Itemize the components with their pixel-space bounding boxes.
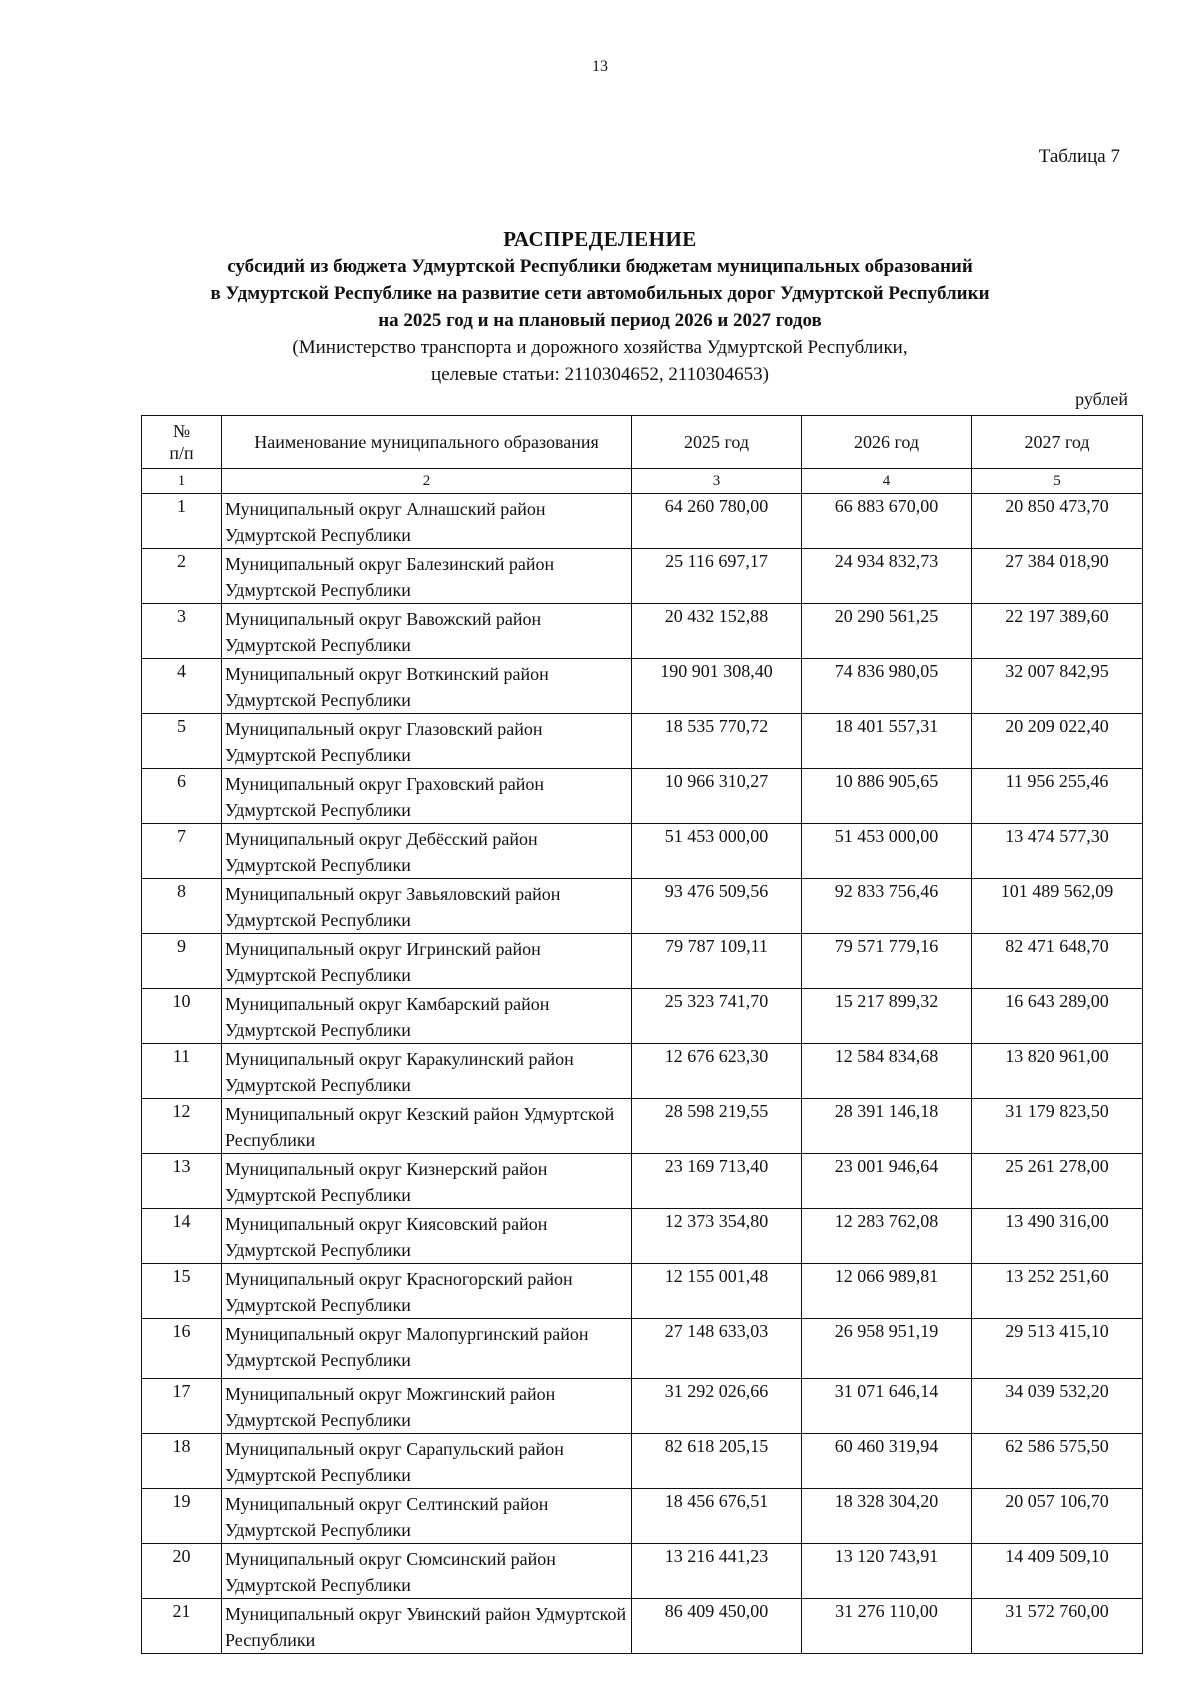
row-value-2027: 14 409 509,10 bbox=[972, 1544, 1143, 1599]
row-name: Муниципальный округ Воткинский район Удмуртской Республики bbox=[222, 659, 632, 714]
row-name: Муниципальный округ Дебёсский район Удмуртской Республики bbox=[222, 824, 632, 879]
document-heading bbox=[0, 226, 1200, 388]
table-row bbox=[142, 1379, 1143, 1434]
heading-title: РАСПРЕДЕЛЕНИЕ bbox=[503, 227, 697, 251]
table-label: Таблица 7 bbox=[1038, 146, 1120, 167]
row-index: 4 bbox=[142, 659, 222, 714]
heading-line-3: на 2025 год и на плановый период 2026 и 2027 годов bbox=[378, 310, 822, 331]
row-index: 17 bbox=[142, 1379, 222, 1434]
table-row bbox=[142, 1544, 1143, 1599]
row-index: 11 bbox=[142, 1044, 222, 1099]
row-value-2025: 18 535 770,72 bbox=[632, 714, 802, 769]
row-value-2025: 27 148 633,03 bbox=[632, 1319, 802, 1379]
row-value-2025: 12 155 001,48 bbox=[632, 1264, 802, 1319]
row-value-2026: 60 460 319,94 bbox=[802, 1434, 972, 1489]
page-number: 13 bbox=[592, 58, 608, 75]
row-value-2027: 16 643 289,00 bbox=[972, 989, 1143, 1044]
table-row bbox=[142, 769, 1143, 824]
row-value-2027: 31 179 823,50 bbox=[972, 1099, 1143, 1154]
row-name: Муниципальный округ Завьяловский район Удмуртской Республики bbox=[222, 879, 632, 934]
row-value-2027: 101 489 562,09 bbox=[972, 879, 1143, 934]
row-name: Муниципальный округ Кизнерский район Удмуртской Республики bbox=[222, 1154, 632, 1209]
units-label: рублей bbox=[1075, 389, 1128, 409]
row-value-2026: 31 071 646,14 bbox=[802, 1379, 972, 1434]
table-row bbox=[142, 549, 1143, 604]
row-value-2025: 31 292 026,66 bbox=[632, 1379, 802, 1434]
row-value-2025: 25 323 741,70 bbox=[632, 989, 802, 1044]
column-number: 1 bbox=[142, 469, 222, 494]
table-header-row bbox=[142, 416, 1143, 469]
row-value-2026: 24 934 832,73 bbox=[802, 549, 972, 604]
row-value-2027: 13 820 961,00 bbox=[972, 1044, 1143, 1099]
row-value-2025: 23 169 713,40 bbox=[632, 1154, 802, 1209]
row-name: Муниципальный округ Каракулинский район Удмуртской Республики bbox=[222, 1044, 632, 1099]
column-number: 2 bbox=[222, 469, 632, 494]
column-number: 4 bbox=[802, 469, 972, 494]
row-name: Муниципальный округ Граховский район Удмуртской Республики bbox=[222, 769, 632, 824]
row-name: Муниципальный округ Камбарский район Удмуртской Республики bbox=[222, 989, 632, 1044]
table-row bbox=[142, 879, 1143, 934]
row-value-2025: 18 456 676,51 bbox=[632, 1489, 802, 1544]
row-index: 12 bbox=[142, 1099, 222, 1154]
row-value-2026: 51 453 000,00 bbox=[802, 824, 972, 879]
row-name: Муниципальный округ Малопургинский район Удмуртской Республики bbox=[222, 1319, 632, 1379]
row-value-2027: 20 850 473,70 bbox=[972, 494, 1143, 549]
row-index: 6 bbox=[142, 769, 222, 824]
table-body bbox=[142, 494, 1143, 1654]
row-name: Муниципальный округ Селтинский район Удмуртской Республики bbox=[222, 1489, 632, 1544]
row-value-2025: 25 116 697,17 bbox=[632, 549, 802, 604]
row-name: Муниципальный округ Можгинский район Удмуртской Республики bbox=[222, 1379, 632, 1434]
table-row bbox=[142, 1599, 1143, 1654]
row-value-2026: 15 217 899,32 bbox=[802, 989, 972, 1044]
table-row bbox=[142, 1434, 1143, 1489]
row-value-2025: 79 787 109,11 bbox=[632, 934, 802, 989]
header-index bbox=[142, 416, 222, 469]
row-index: 7 bbox=[142, 824, 222, 879]
row-value-2026: 18 401 557,31 bbox=[802, 714, 972, 769]
row-value-2025: 190 901 308,40 bbox=[632, 659, 802, 714]
column-number: 3 bbox=[632, 469, 802, 494]
row-name: Муниципальный округ Игринский район Удмуртской Республики bbox=[222, 934, 632, 989]
row-name: Муниципальный округ Сюмсинский район Удмуртской Республики bbox=[222, 1544, 632, 1599]
row-value-2027: 29 513 415,10 bbox=[972, 1319, 1143, 1379]
row-value-2027: 27 384 018,90 bbox=[972, 549, 1143, 604]
table-row bbox=[142, 494, 1143, 549]
row-name: Муниципальный округ Вавожский район Удмуртской Республики bbox=[222, 604, 632, 659]
row-value-2026: 20 290 561,25 bbox=[802, 604, 972, 659]
row-index: 8 bbox=[142, 879, 222, 934]
heading-line-2: в Удмуртской Республике на развитие сети автомобильных дорог Удмуртской Республики bbox=[210, 283, 990, 304]
header-2027: 2027 год bbox=[972, 416, 1143, 469]
row-value-2025: 12 676 623,30 bbox=[632, 1044, 802, 1099]
header-2025: 2025 год bbox=[632, 416, 802, 469]
table-row bbox=[142, 1319, 1143, 1379]
row-value-2027: 20 209 022,40 bbox=[972, 714, 1143, 769]
row-value-2025: 82 618 205,15 bbox=[632, 1434, 802, 1489]
row-value-2026: 31 276 110,00 bbox=[802, 1599, 972, 1654]
row-name: Муниципальный округ Киясовский район Удмуртской Республики bbox=[222, 1209, 632, 1264]
row-index: 19 bbox=[142, 1489, 222, 1544]
row-value-2026: 12 584 834,68 bbox=[802, 1044, 972, 1099]
row-index: 14 bbox=[142, 1209, 222, 1264]
row-value-2025: 20 432 152,88 bbox=[632, 604, 802, 659]
table-row bbox=[142, 1264, 1143, 1319]
row-value-2026: 12 066 989,81 bbox=[802, 1264, 972, 1319]
row-value-2027: 11 956 255,46 bbox=[972, 769, 1143, 824]
table-row bbox=[142, 1489, 1143, 1544]
table-row bbox=[142, 1044, 1143, 1099]
table-row bbox=[142, 934, 1143, 989]
row-value-2027: 25 261 278,00 bbox=[972, 1154, 1143, 1209]
row-name: Муниципальный округ Сарапульский район Удмуртской Республики bbox=[222, 1434, 632, 1489]
row-index: 20 bbox=[142, 1544, 222, 1599]
table-row bbox=[142, 1099, 1143, 1154]
row-name: Муниципальный округ Красногорский район Удмуртской Республики bbox=[222, 1264, 632, 1319]
table-row bbox=[142, 989, 1143, 1044]
row-value-2025: 51 453 000,00 bbox=[632, 824, 802, 879]
row-index: 10 bbox=[142, 989, 222, 1044]
row-index: 15 bbox=[142, 1264, 222, 1319]
row-value-2026: 79 571 779,16 bbox=[802, 934, 972, 989]
column-number: 5 bbox=[972, 469, 1143, 494]
heading-line-1: субсидий из бюджета Удмуртской Республики бюджетам муниципальных образований bbox=[227, 256, 973, 277]
row-value-2025: 64 260 780,00 bbox=[632, 494, 802, 549]
row-index: 9 bbox=[142, 934, 222, 989]
table-row bbox=[142, 824, 1143, 879]
row-value-2027: 22 197 389,60 bbox=[972, 604, 1143, 659]
row-index: 21 bbox=[142, 1599, 222, 1654]
row-value-2027: 31 572 760,00 bbox=[972, 1599, 1143, 1654]
row-name: Муниципальный округ Кезский район Удмуртской Республики bbox=[222, 1099, 632, 1154]
row-index: 13 bbox=[142, 1154, 222, 1209]
table-row bbox=[142, 659, 1143, 714]
row-value-2027: 13 252 251,60 bbox=[972, 1264, 1143, 1319]
row-value-2026: 92 833 756,46 bbox=[802, 879, 972, 934]
table-row bbox=[142, 714, 1143, 769]
row-value-2025: 93 476 509,56 bbox=[632, 879, 802, 934]
heading-line-5: целевые статьи: 2110304652, 2110304653) bbox=[431, 364, 769, 385]
row-value-2027: 13 490 316,00 bbox=[972, 1209, 1143, 1264]
row-name: Муниципальный округ Балезинский район Удмуртской Республики bbox=[222, 549, 632, 604]
row-index: 16 bbox=[142, 1319, 222, 1379]
row-name: Муниципальный округ Алнашский район Удмуртской Республики bbox=[222, 494, 632, 549]
header-index-line-1: № bbox=[172, 421, 191, 441]
header-2026: 2026 год bbox=[802, 416, 972, 469]
column-number-row bbox=[142, 469, 1143, 494]
table-row bbox=[142, 604, 1143, 659]
row-value-2025: 28 598 219,55 bbox=[632, 1099, 802, 1154]
row-value-2026: 26 958 951,19 bbox=[802, 1319, 972, 1379]
row-index: 2 bbox=[142, 549, 222, 604]
row-value-2026: 18 328 304,20 bbox=[802, 1489, 972, 1544]
row-value-2026: 74 836 980,05 bbox=[802, 659, 972, 714]
row-index: 18 bbox=[142, 1434, 222, 1489]
row-value-2025: 10 966 310,27 bbox=[632, 769, 802, 824]
row-value-2025: 13 216 441,23 bbox=[632, 1544, 802, 1599]
header-name: Наименование муниципального образования bbox=[222, 416, 632, 469]
row-value-2026: 66 883 670,00 bbox=[802, 494, 972, 549]
row-value-2027: 82 471 648,70 bbox=[972, 934, 1143, 989]
row-value-2025: 12 373 354,80 bbox=[632, 1209, 802, 1264]
row-value-2027: 62 586 575,50 bbox=[972, 1434, 1143, 1489]
row-value-2026: 10 886 905,65 bbox=[802, 769, 972, 824]
row-value-2025: 86 409 450,00 bbox=[632, 1599, 802, 1654]
row-name: Муниципальный округ Глазовский район Удмуртской Республики bbox=[222, 714, 632, 769]
row-value-2027: 32 007 842,95 bbox=[972, 659, 1143, 714]
table-row bbox=[142, 1154, 1143, 1209]
table-row bbox=[142, 1209, 1143, 1264]
row-index: 3 bbox=[142, 604, 222, 659]
row-value-2027: 34 039 532,20 bbox=[972, 1379, 1143, 1434]
row-value-2027: 13 474 577,30 bbox=[972, 824, 1143, 879]
row-value-2026: 13 120 743,91 bbox=[802, 1544, 972, 1599]
subsidy-table bbox=[141, 415, 1143, 1654]
row-value-2026: 12 283 762,08 bbox=[802, 1209, 972, 1264]
heading-line-4: (Министерство транспорта и дорожного хозяйства Удмуртской Республики, bbox=[292, 337, 908, 358]
row-name: Муниципальный округ Увинский район Удмуртской Республики bbox=[222, 1599, 632, 1654]
row-value-2026: 23 001 946,64 bbox=[802, 1154, 972, 1209]
header-index-line-2: п/п bbox=[169, 443, 194, 463]
row-value-2027: 20 057 106,70 bbox=[972, 1489, 1143, 1544]
row-index: 5 bbox=[142, 714, 222, 769]
row-value-2026: 28 391 146,18 bbox=[802, 1099, 972, 1154]
row-index: 1 bbox=[142, 494, 222, 549]
